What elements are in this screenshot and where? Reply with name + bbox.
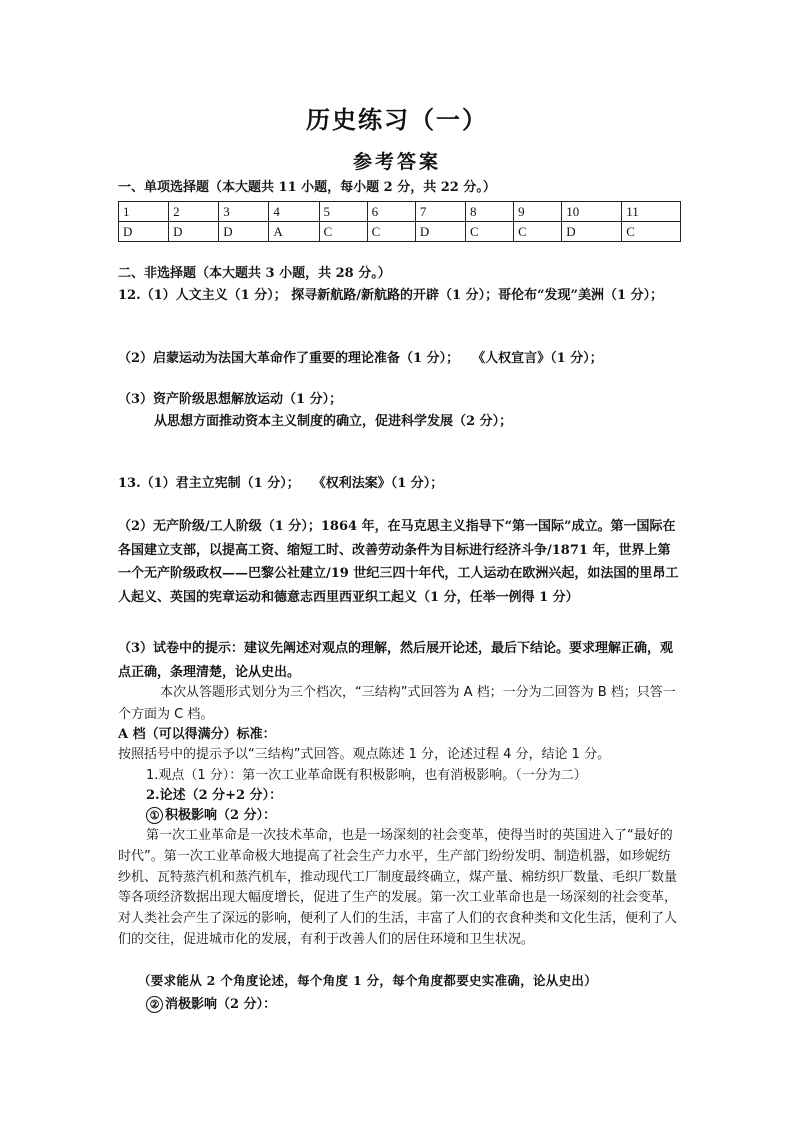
page-title: 历史练习（一） — [306, 105, 488, 134]
page-subtitle: 参考答案 — [352, 151, 441, 173]
table-cell: 9 — [514, 202, 562, 222]
q12-part1: 12.（1）人文主义（1 分）； 探寻新航路/新航路的开辟（1 分）；哥伦布“发现”美洲（1 分）； — [118, 288, 664, 303]
table-cell: D — [562, 222, 622, 242]
q12-part3a: （3）资产阶级思想解放运动（1 分）； — [118, 392, 343, 407]
q13-part3: （3）试卷中的提示：建议先阐述对观点的理解，然后展开论述，最后下结论。要求理解正确，观点正确，条理清楚，论从史出。 — [118, 641, 674, 680]
q13-positive-body: 第一次工业革命是一次技术革命，也是一场深刻的社会变革，使得当时的英国进入了“最好的时代”。第一次工业革命极大地提高了社会生产力水平，生产部门纷纷发明、制造机器，如珍妮纺纱机、瓦特蒸汽机和蒸汽机车，推动现代工厂制度最终确立，煤产量、棉纺织厂数量、毛织厂数量等各项经济数据出现大幅度增长，促进了生产的发展。第一次工业革命也是一场深刻的社会变革，对人类社会产生了深远的影响，便利了人们的生活，丰富了人们的衣食种类和文化生活，便利了人们的交往，促进城市化的发展，有利于改善人们的居住环境和卫生状况。 — [118, 828, 678, 947]
table-cell: 11 — [622, 202, 681, 222]
table-cell: C — [622, 222, 681, 242]
q13-note: （要求能从 2 个角度论述，每个角度 1 分，每个角度都要史实准确，论从史出） — [138, 973, 598, 988]
section2-heading: 二、非选择题（本大题共 3 小题，共 28 分。） — [118, 266, 391, 281]
q13-positive-heading — [118, 805, 680, 827]
table-cell: C — [367, 222, 415, 242]
positive-heading-label: 积极影响（2 分）： — [165, 808, 277, 823]
table-cell: D — [219, 222, 269, 242]
section1-heading: 一、单项选择题（本大题共 11 小题，每小题 2 分，共 22 分。） — [118, 180, 496, 195]
table-cell: 10 — [562, 202, 622, 222]
table-cell: 8 — [465, 202, 513, 222]
q12-part3b: 从思想方面推动资本主义制度的确立，促进科学发展（2 分）； — [154, 414, 513, 429]
q13-level-a-title: A 档（可以得满分）标准： — [118, 727, 276, 742]
table-cell: C — [514, 222, 562, 242]
q12-part2: （2）启蒙运动为法国大革命作了重要的理论准备（1 分）； 《人权宣言》（1 分）； — [118, 351, 603, 366]
circled-number-2: ② — [146, 996, 163, 1013]
table-cell: 4 — [269, 202, 319, 222]
q13-part1: 13.（1）君主立宪制（1 分）； 《权利法案》（1 分）； — [118, 476, 444, 491]
table-cell: C — [319, 222, 367, 242]
q13-argument-heading: 2.论述（2 分+2 分）： — [146, 788, 283, 803]
table-cell: 3 — [219, 202, 269, 222]
q13-grading-levels: 本次从答题形式划分为三个档次，“三结构”式回答为 A 档；一分为二回答为 B 档；只答一个方面为 C 档。 — [118, 685, 676, 722]
answer-table — [118, 201, 681, 242]
table-cell: D — [415, 222, 465, 242]
q13-level-a-standard: 按照括号中的提示予以“三结构”式回答。观点陈述 1 分，论述过程 4 分，结论 1 分。 — [118, 747, 611, 762]
table-cell: 6 — [367, 202, 415, 222]
table-cell: 5 — [319, 202, 367, 222]
negative-heading-label: 消极影响（2 分）： — [165, 997, 277, 1012]
table-cell: D — [169, 222, 219, 242]
q13-negative-heading — [118, 994, 680, 1016]
table-cell: C — [465, 222, 513, 242]
answer-table-number-row — [119, 202, 681, 222]
table-cell: A — [269, 222, 319, 242]
table-cell: 2 — [169, 202, 219, 222]
answer-table-answer-row — [119, 222, 681, 242]
table-cell: 1 — [119, 202, 169, 222]
q13-part2: （2）无产阶级/工人阶级（1 分）；1864 年，在马克思主义指导下“第一国际”成立。第一国际在各国建立支部，以提高工资、缩短工时、改善劳动条件为目标进行经济斗争/1871 年，世界上第一个无产阶级政权——巴黎公社建立/19 世纪三四十年代，工人运动在欧洲兴起，如法国的里昂工人起义、英国的宪章运动和德意志西里西亚织工起义（1 分，任举一例得 1 分） — [118, 519, 679, 605]
q13-viewpoint: 1.观点（1 分）：第一次工业革命既有积极影响，也有消极影响。（一分为二） — [146, 768, 587, 783]
table-cell: D — [119, 222, 169, 242]
table-cell: 7 — [415, 202, 465, 222]
circled-number-1: ① — [146, 807, 163, 824]
